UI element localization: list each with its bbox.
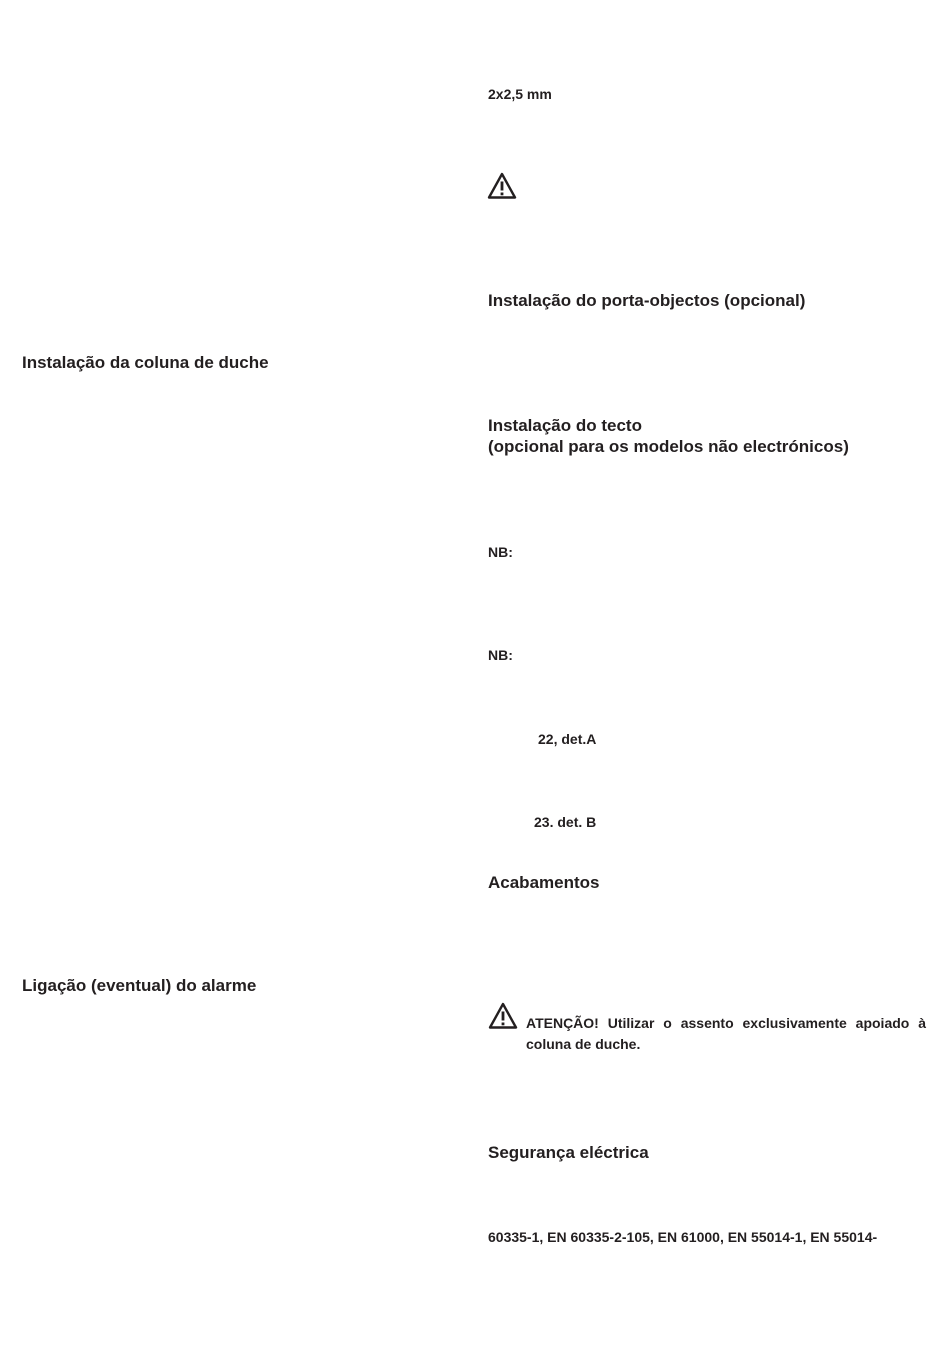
standards-list-text: 60335-1, EN 60335-2-105, EN 61000, EN 55014-1, EN 55014- bbox=[488, 1229, 878, 1245]
note-label: NB: bbox=[488, 647, 513, 663]
alarm-connection-heading: Ligação (eventual) do alarme bbox=[22, 976, 257, 995]
warning-triangle-icon bbox=[487, 172, 517, 200]
ceiling-installation-heading: Instalação do tecto bbox=[488, 416, 642, 435]
warning-triangle-icon bbox=[488, 1002, 518, 1030]
cable-spec-text: 2x2,5 mm bbox=[488, 86, 552, 102]
ceiling-installation-subheading: (opcional para os modelos não electrónicos) bbox=[488, 437, 849, 456]
shower-column-installation-heading: Instalação da coluna de duche bbox=[22, 353, 269, 372]
figure-reference-b: 23. det. B bbox=[534, 814, 597, 830]
note-label: NB: bbox=[488, 544, 513, 560]
electrical-safety-heading: Segurança eléctrica bbox=[488, 1143, 649, 1162]
figure-reference-a: 22, det.A bbox=[538, 731, 597, 747]
shelf-installation-heading: Instalação do porta-objectos (opcional) bbox=[488, 291, 806, 310]
finishes-heading: Acabamentos bbox=[488, 873, 600, 892]
seat-usage-warning: ATENÇÃO! Utilizar o assento exclusivamente apoiado à coluna de duche. bbox=[526, 1015, 926, 1052]
